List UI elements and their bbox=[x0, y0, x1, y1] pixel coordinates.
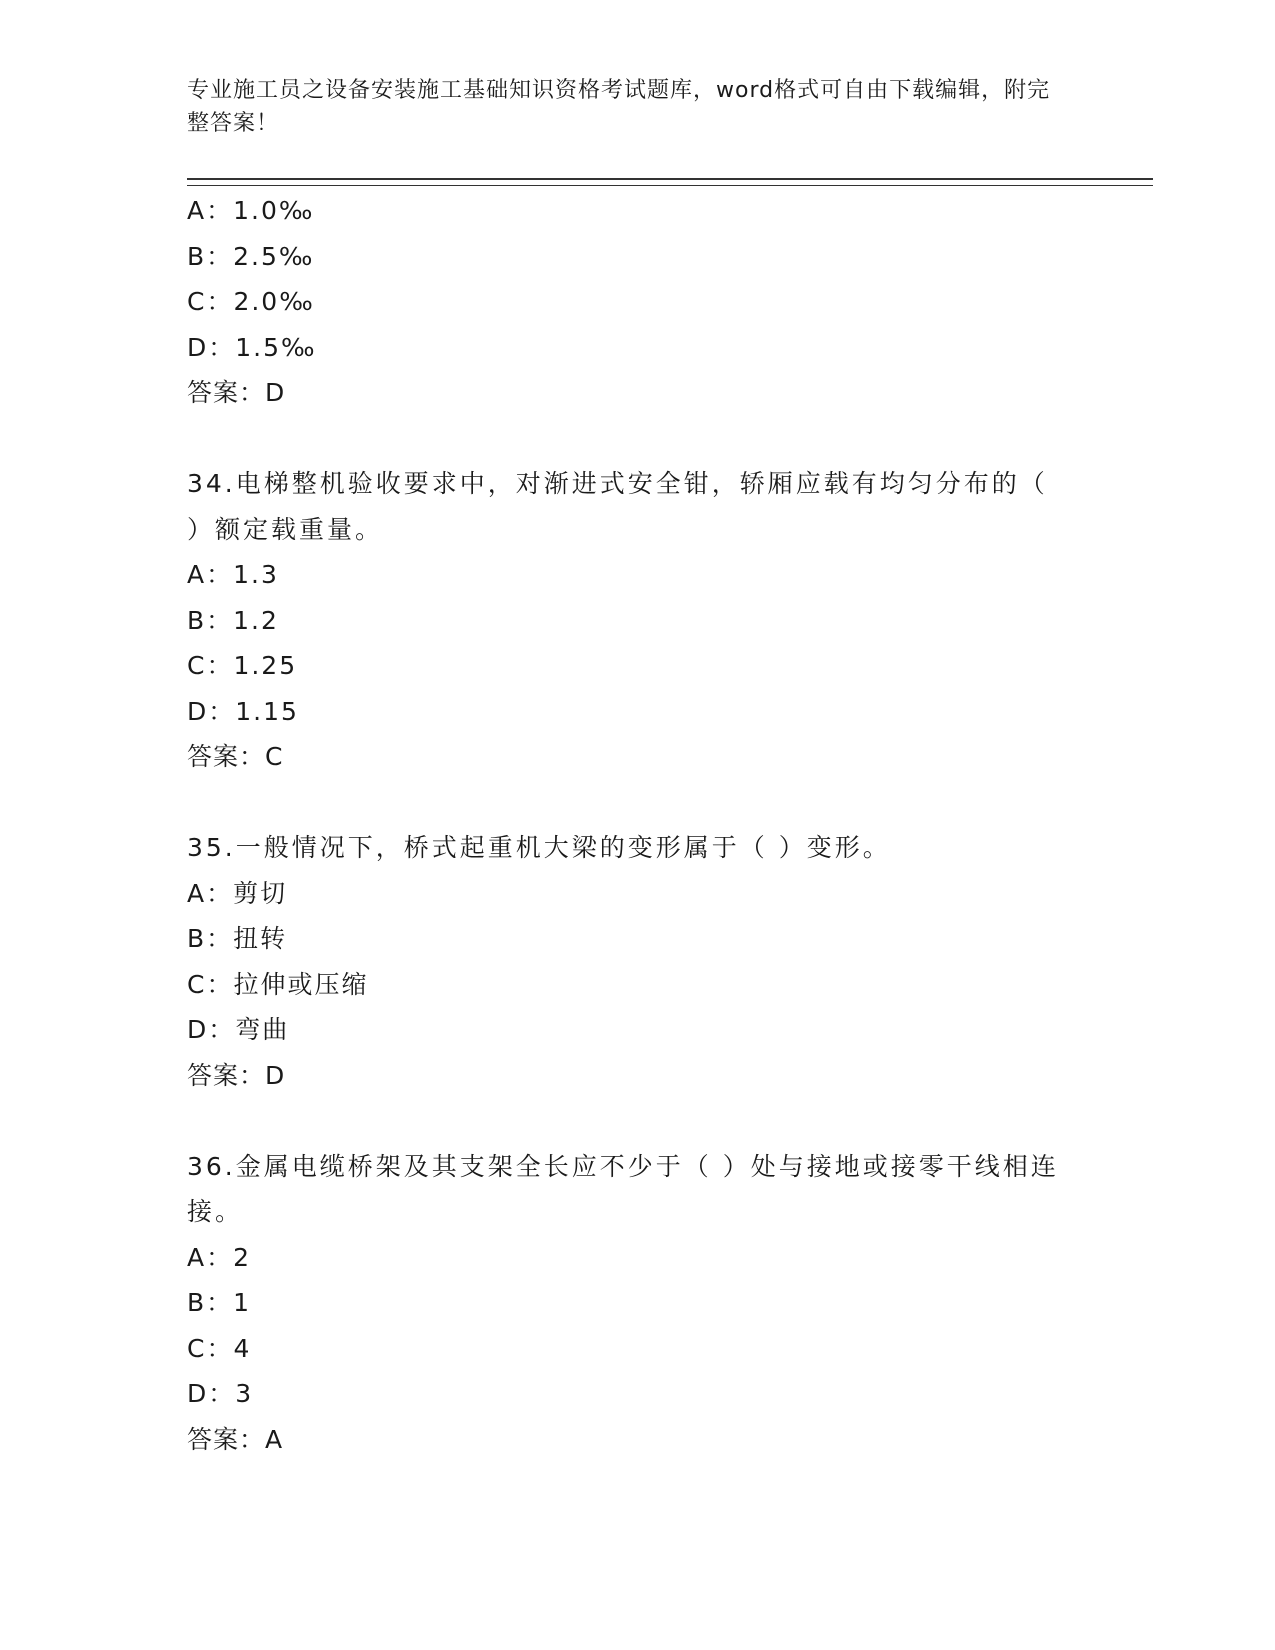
option-b: B：1 bbox=[187, 1288, 252, 1317]
option-b: B：扭转 bbox=[187, 924, 288, 953]
answer: 答案：D bbox=[187, 1060, 286, 1090]
question-36 bbox=[187, 1144, 1087, 1463]
question-list bbox=[187, 188, 1087, 1462]
option-a: A：剪切 bbox=[187, 878, 288, 908]
option-a: A：1.0‰ bbox=[187, 196, 315, 225]
question-stem: 36.金属电缆桥架及其支架全长应不少于（ ）处与接地或接零干线相连接。 bbox=[187, 1151, 1059, 1226]
option-d: D：1.5‰ bbox=[187, 332, 317, 362]
question-stem: 35.一般情况下，桥式起重机大梁的变形属于（ ）变形。 bbox=[187, 833, 891, 862]
question-34 bbox=[187, 461, 1087, 780]
header-divider bbox=[187, 178, 1153, 186]
option-a: A：2 bbox=[187, 1242, 252, 1272]
option-c: C：4 bbox=[187, 1333, 252, 1363]
answer: 答案：D bbox=[187, 378, 286, 407]
question-fragment bbox=[187, 188, 1087, 416]
document-header: 专业施工员之设备安装施工基础知识资格考试题库，word格式可自由下载编辑，附完整答案！ bbox=[187, 78, 1051, 136]
question-35 bbox=[187, 825, 1087, 1098]
option-d: D：弯曲 bbox=[187, 1015, 290, 1044]
option-c: C：1.25 bbox=[187, 651, 298, 680]
option-d: D：1.15 bbox=[187, 696, 299, 726]
option-d: D：3 bbox=[187, 1379, 254, 1408]
answer: 答案：A bbox=[187, 1424, 284, 1454]
option-c: C：2.0‰ bbox=[187, 287, 315, 316]
option-c: C：拉伸或压缩 bbox=[187, 969, 369, 999]
option-b: B：2.5‰ bbox=[187, 241, 315, 271]
question-stem: 34.电梯整机验收要求中，对渐进式安全钳，轿厢应载有均匀分布的（ ）额定载重量。 bbox=[187, 469, 1048, 544]
option-b: B：1.2 bbox=[187, 605, 279, 635]
option-a: A：1.3 bbox=[187, 560, 279, 589]
answer: 答案：C bbox=[187, 742, 284, 771]
